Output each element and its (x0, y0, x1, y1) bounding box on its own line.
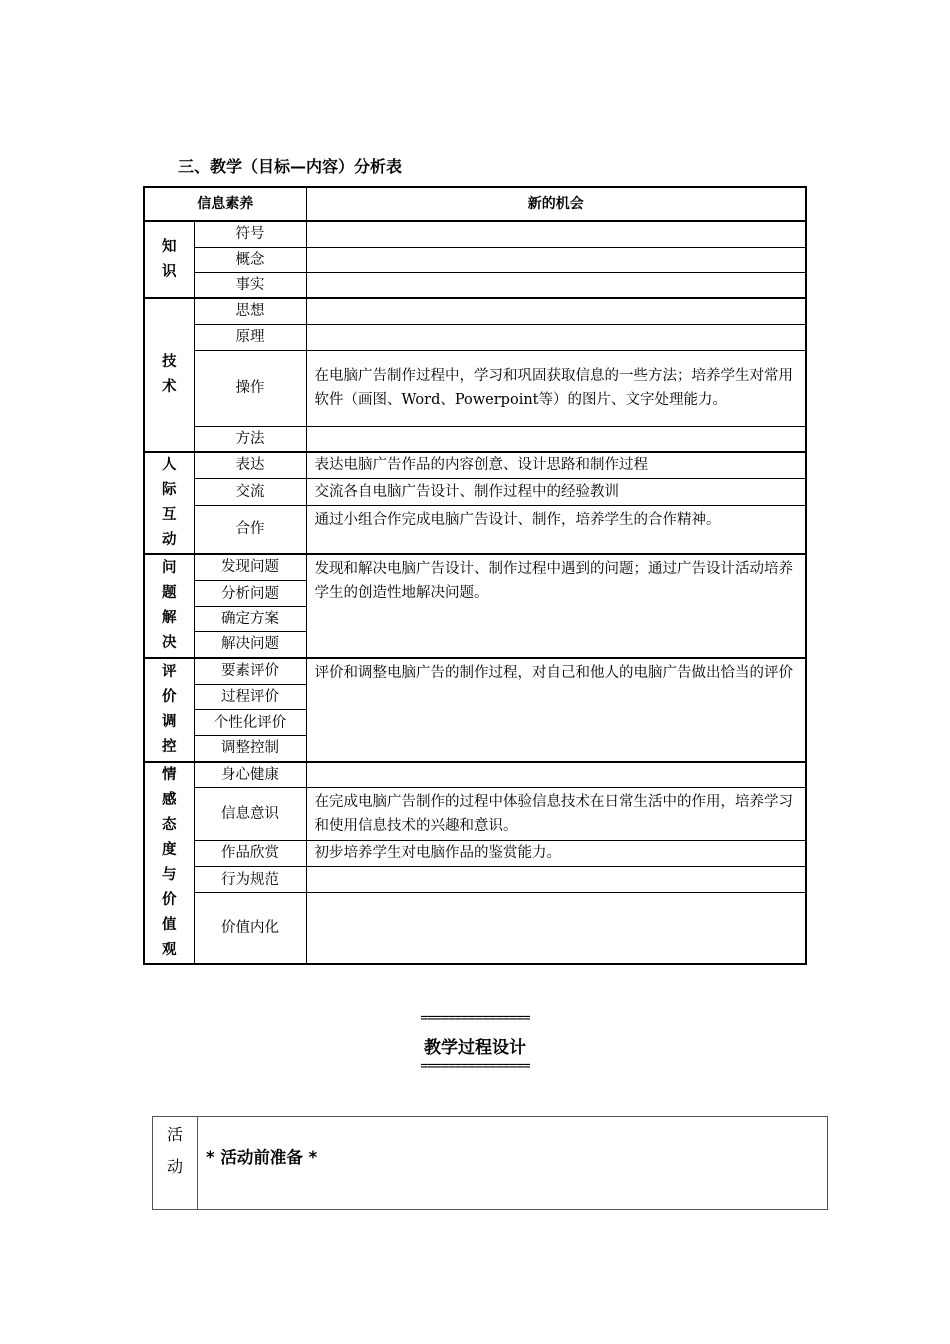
item-description (306, 867, 806, 893)
item-description (306, 272, 806, 298)
item-label: 解决问题 (194, 632, 306, 658)
item-label: 要素评价 (194, 658, 306, 685)
item-label: 操作 (194, 350, 306, 426)
divider-bottom: ================ (420, 1059, 530, 1074)
item-label: 方法 (194, 426, 306, 452)
analysis-table (143, 186, 807, 965)
section-title: 三、教学（目标—内容）分析表 (178, 157, 403, 176)
category-interpersonal: 人际互动 (144, 452, 194, 554)
item-label: 表达 (194, 452, 306, 479)
item-label: 信息意识 (194, 788, 306, 841)
item-description (306, 893, 806, 964)
item-description: 初步培养学生对电脑作品的鉴赏能力。 (306, 840, 806, 866)
item-label: 调整控制 (194, 736, 306, 762)
item-description (306, 426, 806, 452)
item-label: 思想 (194, 298, 306, 324)
item-description: 表达电脑广告作品的内容创意、设计思路和制作过程 (306, 452, 806, 479)
item-label: 过程评价 (194, 685, 306, 710)
item-label: 原理 (194, 324, 306, 350)
item-label: 合作 (194, 506, 306, 554)
item-label: 身心健康 (194, 762, 306, 788)
item-label: 作品欣赏 (194, 840, 306, 866)
category-technology: 技术 (144, 298, 194, 452)
activity-table (152, 1116, 828, 1210)
item-label: 行为规范 (194, 867, 306, 893)
item-description (306, 221, 806, 247)
divider-top: ================ (420, 1011, 530, 1026)
item-label: 事实 (194, 272, 306, 298)
item-description (306, 298, 806, 324)
header-new-opportunity: 新的机会 (306, 187, 806, 221)
item-description: 通过小组合作完成电脑广告设计、制作，培养学生的合作精神。 (306, 506, 806, 554)
item-description (306, 324, 806, 350)
item-label: 概念 (194, 247, 306, 272)
category-attitude-values: 情感态度与价值观 (144, 762, 194, 964)
item-description: 在电脑广告制作过程中，学习和巩固获取信息的一些方法；培养学生对常用软件（画图、Word、Powerpoint等）的图片、文字处理能力。 (306, 350, 806, 426)
item-label: 交流 (194, 479, 306, 506)
item-label: 发现问题 (194, 554, 306, 581)
item-label: 个性化评价 (194, 710, 306, 736)
category-knowledge: 知识 (144, 221, 194, 298)
item-description: 在完成电脑广告制作的过程中体验信息技术在日常生活中的作用，培养学习和使用信息技术的兴趣和意识。 (306, 788, 806, 841)
item-description (306, 762, 806, 788)
item-label: 符号 (194, 221, 306, 247)
activity-content: * 活动前准备 * (198, 1117, 828, 1210)
item-description: 发现和解决电脑广告设计、制作过程中遇到的问题；通过广告设计活动培养学生的创造性地解决问题。 (306, 554, 806, 658)
activity-label: 活动 (153, 1117, 198, 1210)
item-label: 确定方案 (194, 607, 306, 632)
category-evaluation: 评价调控 (144, 658, 194, 762)
header-info-literacy: 信息素养 (144, 187, 306, 221)
category-problem-solving: 问题解决 (144, 554, 194, 658)
item-label: 价值内化 (194, 893, 306, 964)
process-title: 教学过程设计 (424, 1038, 526, 1058)
item-description: 交流各自电脑广告设计、制作过程中的经验教训 (306, 479, 806, 506)
item-description: 评价和调整电脑广告的制作过程，对自己和他人的电脑广告做出恰当的评价 (306, 658, 806, 762)
item-description (306, 247, 806, 272)
item-label: 分析问题 (194, 581, 306, 607)
